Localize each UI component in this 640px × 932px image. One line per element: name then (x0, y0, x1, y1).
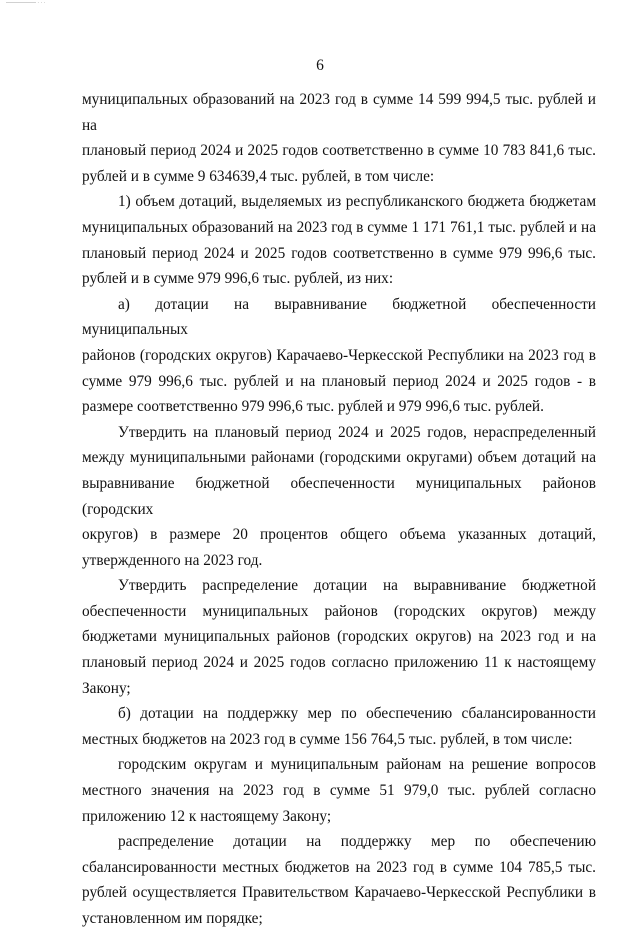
paragraph (82, 87, 596, 189)
text-line: рублей и в сумме 9 634639,4 тыс. рублей, в том числе: (82, 167, 435, 185)
text-line: сбалансированности местных бюджетов на 2023 год в сумме 104 785,5 тыс. (82, 858, 596, 876)
paragraph (82, 701, 596, 752)
text-line: бюджетами муниципальных районов (городских округов) на 2023 год и на (82, 628, 596, 646)
page-number: 6 (316, 57, 324, 74)
text-line: Утвердить на плановый период 2024 и 2025 годов, нераспределенный (118, 423, 596, 441)
text-line: рублей осуществляется Правительством Карачаево-Черкесской Республики в (82, 884, 596, 902)
text-line: муниципальных образований на 2023 год в сумме 14 599 994,5 тыс. рублей и на (82, 91, 596, 134)
text-line: местного значения на 2023 год в сумме 51 979,0 тыс. рублей согласно (82, 782, 596, 800)
text-line: размере соответственно 979 996,6 тыс. рублей и 979 996,6 тыс. рублей. (82, 398, 544, 416)
paragraph (82, 752, 596, 829)
paragraph (82, 189, 596, 291)
text-line: б) дотации на поддержку мер по обеспечению сбалансированности (118, 705, 596, 723)
text-line: муниципальных образований на 2023 год в сумме 1 171 761,1 тыс. рублей и на (82, 218, 596, 236)
text-line: а) дотации на выравнивание бюджетной обеспеченности муниципальных (82, 295, 596, 339)
paragraph (82, 829, 596, 931)
text-line: между муниципальными районами (городскими округами) объем дотаций на (82, 449, 596, 467)
text-line: плановый период 2024 и 2025 годов соответственно в сумме 10 783 841,6 тыс. (82, 142, 596, 160)
text-line: плановый период 2024 и 2025 годов соответственно в сумме 979 996,6 тыс. (82, 244, 596, 262)
text-line: 1) объем дотаций, выделяемых из республиканского бюджета бюджетам (118, 193, 596, 211)
corner-mark: —————— · · · (6, 0, 46, 6)
text-line: обеспеченности муниципальных районов (городских округов) между (82, 602, 596, 620)
text-line: Закону; (82, 679, 131, 697)
text-line: приложению 12 к настоящему Закону; (82, 807, 332, 825)
paragraph (82, 292, 596, 420)
document-body (82, 87, 596, 932)
text-line: округов) в размере 20 процентов общего объема указанных дотаций, (82, 526, 596, 544)
text-line: районов (городских округов) Карачаево-Черкесской Республики на 2023 год в (82, 346, 596, 364)
text-line: установленном им порядке; (82, 910, 263, 927)
text-line: выравнивание бюджетной обеспеченности муниципальных районов (городских (82, 474, 596, 518)
text-line: Утвердить распределение дотации на выравнивание бюджетной (118, 577, 596, 595)
text-line: утвержденного на 2023 год. (82, 551, 263, 569)
paragraph (82, 573, 596, 701)
text-line: местных бюджетов на 2023 год в сумме 156 764,5 тыс. рублей, в том числе: (82, 730, 573, 748)
text-line: распределение дотации на поддержку мер по обеспечению (118, 833, 596, 851)
text-line: сумме 979 996,6 тыс. рублей и на плановый период 2024 и 2025 годов - в (82, 372, 596, 390)
paragraph (82, 420, 596, 574)
text-line: городским округам и муниципальным районам на решение вопросов (118, 756, 596, 774)
text-line: плановый период 2024 и 2025 годов согласно приложению 11 к настоящему (82, 654, 596, 672)
text-line: рублей и в сумме 979 996,6 тыс. рублей, из них: (82, 270, 394, 288)
